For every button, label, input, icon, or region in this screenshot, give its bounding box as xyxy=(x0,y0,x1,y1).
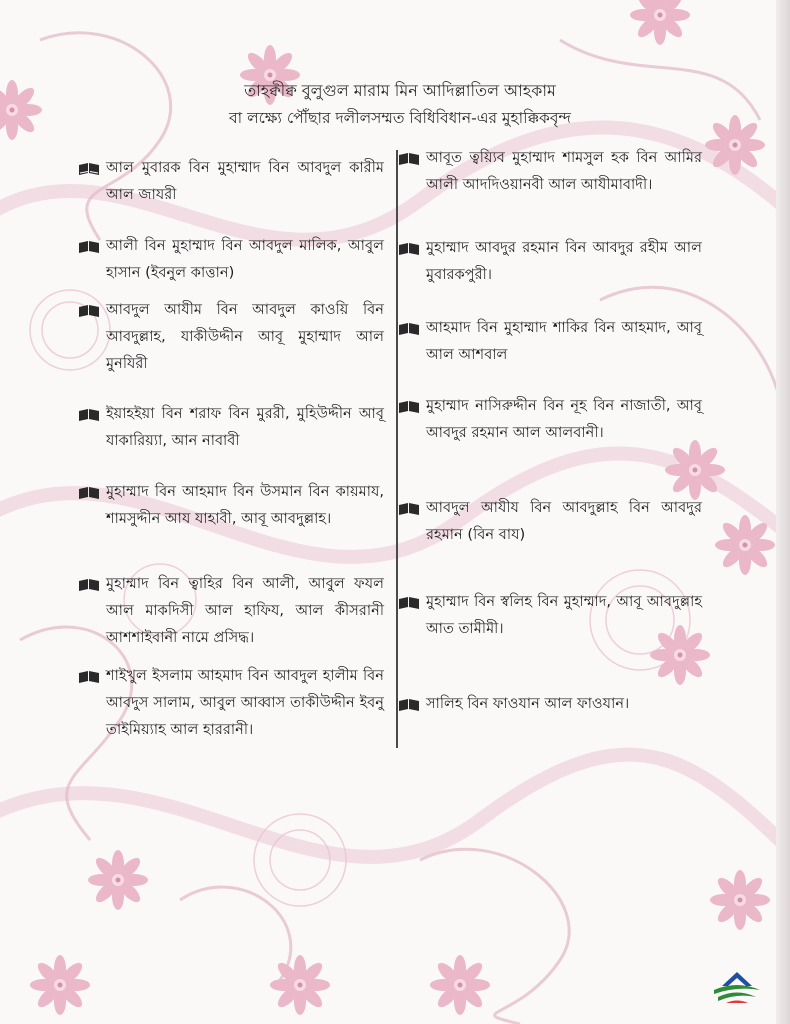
list-item-text: আল মুবারক বিন মুহাম্মাদ বিন আবদুল কারীম আল জাযরী xyxy=(106,159,384,203)
list-item-text: মুহাম্মাদ আবদুর রহমান বিন আবদুর রহীম আল মুবারকপুরী। xyxy=(426,239,702,283)
book-icon xyxy=(398,242,420,256)
book-icon xyxy=(78,408,100,422)
list-item-left-3 xyxy=(80,296,384,377)
list-item-text: মুহাম্মাদ বিন স্বলিহ বিন মুহাম্মাদ, আবূ আবদুল্লাহ আত তামীমী। xyxy=(426,593,702,637)
list-item-text: মুহাম্মাদ বিন আহমাদ বিন উসমান বিন কায়মায, শামসুদ্দীন আয যাহাবী, আবূ আবদুল্লাহ। xyxy=(106,483,384,527)
book-icon xyxy=(398,698,420,712)
list-item-right-4 xyxy=(400,392,702,446)
list-item-text: শাইখুল ইসলাম আহমাদ বিন আবদুল হালীম বিন আবদুস সালাম, আবুল আব্বাস তাকীউদ্দীন ইবনু তাইমিয়্যাহ আল হাররানী। xyxy=(106,667,384,738)
list-item-text: ইয়াহইয়া বিন শরাফ বিন মুররী, মুহিউদ্দীন আবূ যাকারিয়্যা, আন নাবাবী xyxy=(106,405,384,449)
list-item-left-5 xyxy=(80,478,384,532)
list-item-text: মুহাম্মাদ বিন ত্বাহির বিন আলী, আবুল ফযল আল মাকদিসী আল হাফিয, আল কীসরানী আশশাইবানী নামে প্রসিদ্ধ। xyxy=(106,575,384,646)
book-icon xyxy=(78,578,100,592)
book-icon xyxy=(398,502,420,516)
list-item-left-4 xyxy=(80,400,384,454)
book-icon xyxy=(398,596,420,610)
list-item-right-6 xyxy=(400,588,702,642)
list-item-text: সালিহ বিন ফাওযান আল ফাওযান। xyxy=(426,695,630,712)
list-item-left-7 xyxy=(80,662,384,743)
publisher-logo-icon xyxy=(712,970,762,1004)
book-icon xyxy=(78,486,100,500)
list-item-text: আবদুল আযীয বিন আবদুল্লাহ বিন আবদুর রহমান (বিন বায) xyxy=(426,499,702,543)
page-title: তাহক্বীক্ব বুলুগুল মারাম মিন আদিল্লাতিল আহকাম xyxy=(244,81,556,100)
list-item-text: মুহাম্মাদ নাসিরুদ্দীন বিন নূহ বিন নাজাতী, আবূ আবদুর রহমান আল আলবানী। xyxy=(426,397,702,441)
page-subtitle: বা লক্ষ্যে পৌঁছার দলীলসম্মত বিধিবিধান-এর মুহাক্কিকবৃন্দ xyxy=(229,109,571,127)
book-icon xyxy=(398,400,420,414)
book-icon xyxy=(78,304,100,318)
list-item-left-1 xyxy=(80,154,384,208)
list-item-text: আলী বিন মুহাম্মাদ বিন আবদুল মালিক, আবুল হাসান (ইবনুল কাত্তান) xyxy=(106,237,384,281)
book-icon xyxy=(78,240,100,254)
list-item-right-3 xyxy=(400,314,702,368)
list-item-right-2 xyxy=(400,234,702,288)
book-icon xyxy=(78,670,100,684)
list-item-left-2 xyxy=(80,232,384,286)
book-icon xyxy=(398,322,420,336)
list-item-right-1 xyxy=(400,144,702,198)
list-item-text: আবদুল আযীম বিন আবদুল কাওয়ি বিন আবদুল্লাহ, যাকীউদ্দীন আবূ মুহাম্মাদ আল মুনযিরী xyxy=(106,301,384,372)
list-item-right-7 xyxy=(400,690,702,717)
list-item-right-5 xyxy=(400,494,702,548)
list-item-text: আবূত ত্বয়্যিব মুহাম্মাদ শামসুল হক বিন আমির আলী আদদিওয়ানবী আল আযীমাবাদী। xyxy=(426,149,702,193)
column-divider xyxy=(396,150,398,748)
list-item-text: আহমাদ বিন মুহাম্মাদ শাকির বিন আহমাদ, আবূ আল আশবাল xyxy=(426,319,702,363)
book-icon xyxy=(398,152,420,166)
list-item-left-6 xyxy=(80,570,384,651)
book-icon xyxy=(78,162,100,176)
